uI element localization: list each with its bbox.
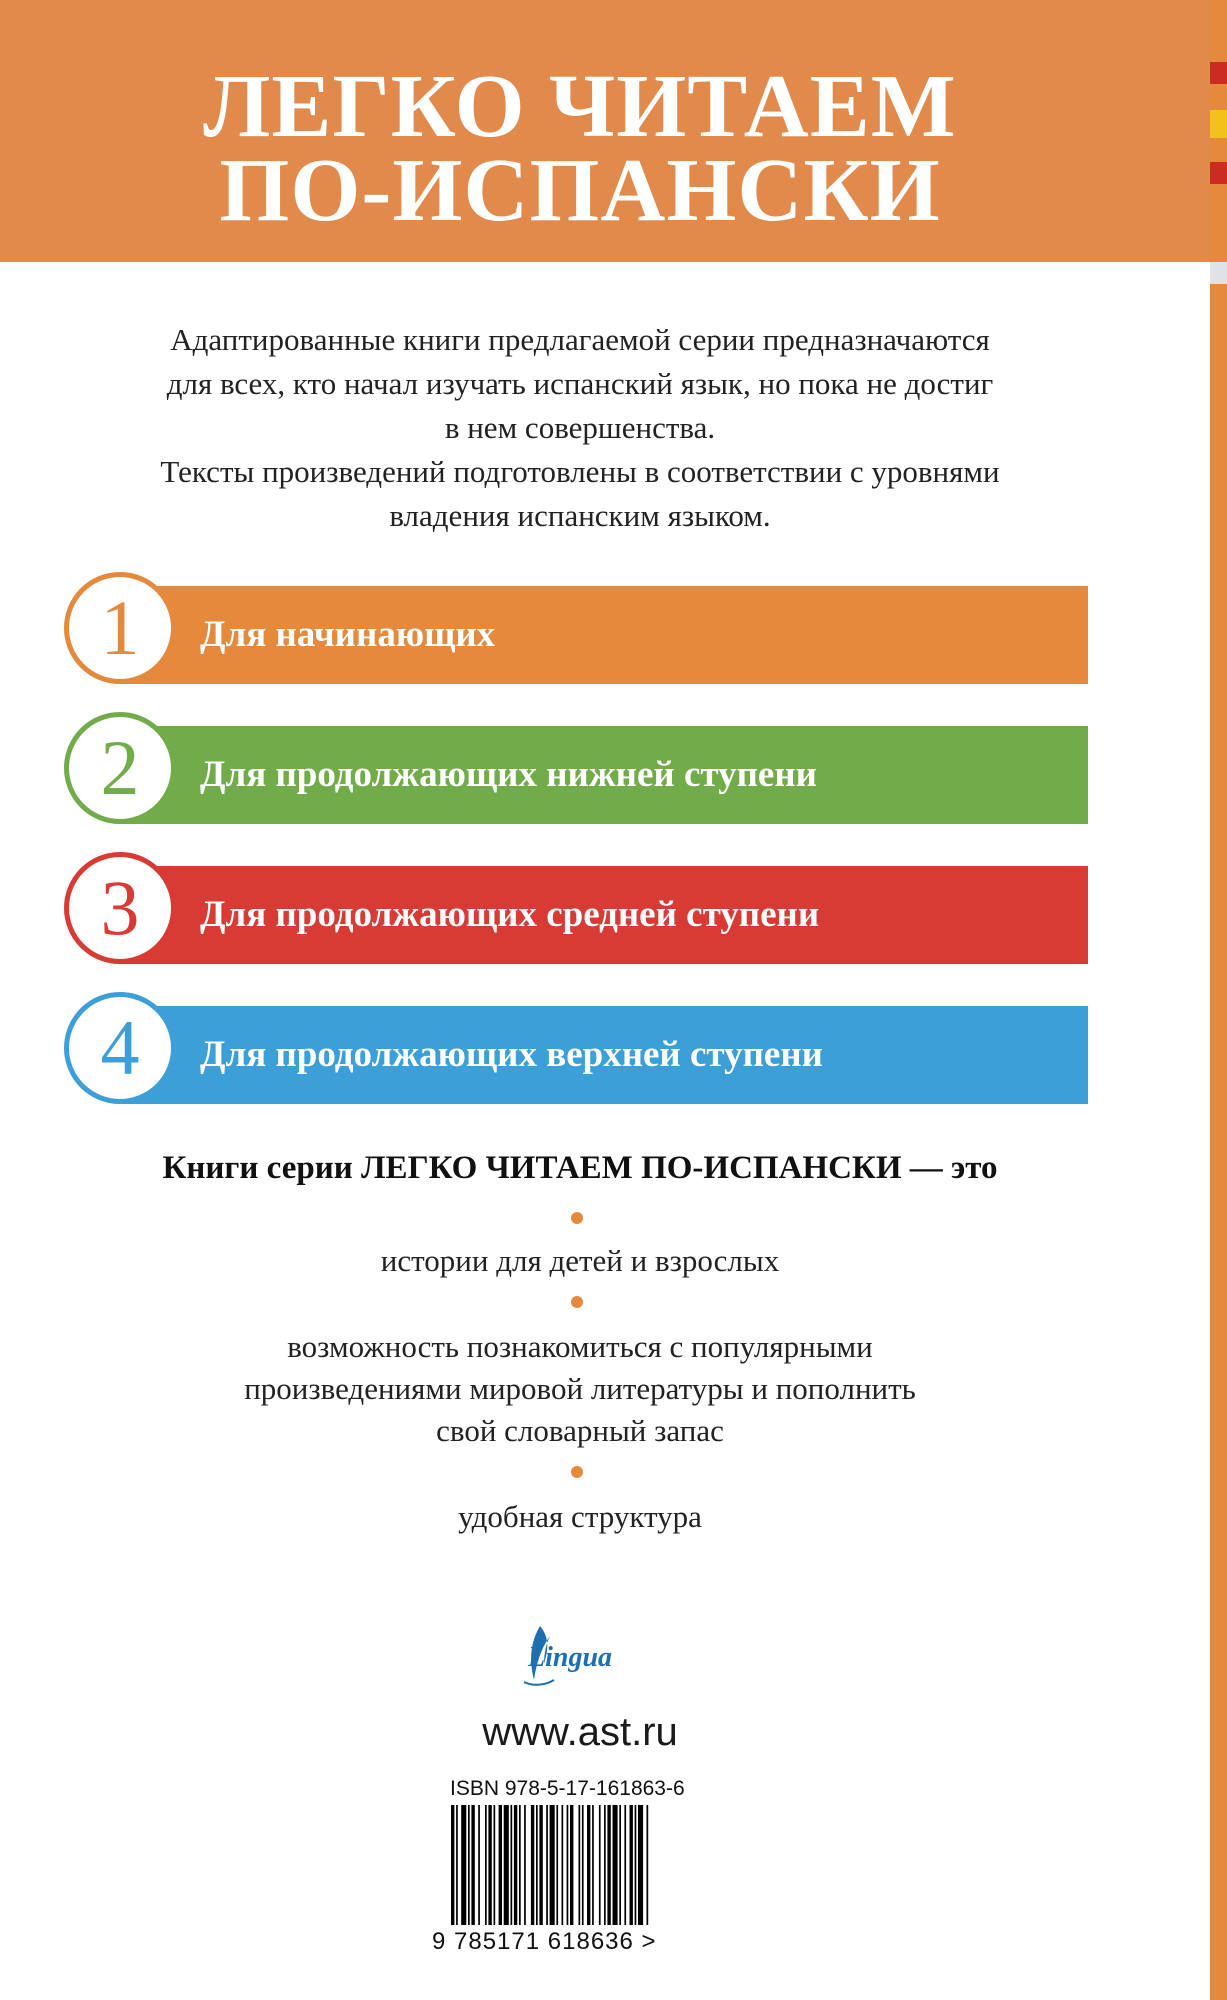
feature-literature-line1: возможность познакомиться с популярными	[287, 1329, 873, 1364]
barcode-digits: 9 785171 618636 >	[432, 1928, 657, 1955]
barcode-bar	[570, 1805, 573, 1925]
isbn-label: ISBN 978-5-17-161863-6	[450, 1777, 685, 1800]
barcode-bar	[499, 1805, 502, 1925]
barcode-bar	[613, 1805, 618, 1925]
intro-line: владения испанским языком.	[389, 498, 771, 533]
spine-yellow-stripe	[1210, 110, 1227, 138]
barcode-bar	[582, 1805, 584, 1925]
level-4-row	[64, 992, 1088, 1104]
barcode-bar	[630, 1805, 633, 1925]
barcode-bar	[647, 1805, 649, 1925]
lingua-logo-text: Lingua	[528, 1642, 613, 1673]
isbn-barcode	[445, 1805, 745, 1925]
feature-structure: удобная структура	[458, 1499, 702, 1534]
level-4-label: Для продолжающих верхней ступени	[200, 1034, 823, 1075]
level-2-label: Для продолжающих нижней ступени	[200, 754, 817, 795]
barcode-bar	[592, 1805, 594, 1925]
barcode-bar	[488, 1805, 491, 1925]
level-1-number: 1	[100, 584, 140, 671]
barcode-bar	[471, 1805, 474, 1925]
level-2-circle	[64, 712, 176, 824]
barcode-bar	[524, 1805, 526, 1925]
barcode-bar	[638, 1805, 643, 1925]
level-1-label: Для начинающих	[200, 614, 496, 655]
barcode-bar	[536, 1805, 538, 1925]
barcode-bar	[587, 1805, 590, 1925]
barcode-bar	[550, 1805, 555, 1925]
level-3-label: Для продолжающих средней ступени	[200, 894, 820, 935]
intro-line: в нем совершенства.	[444, 410, 716, 445]
level-2-number: 2	[100, 724, 140, 811]
level-4-number: 4	[100, 1004, 140, 1091]
barcode-bar	[546, 1805, 548, 1925]
barcode-bar	[579, 1805, 581, 1925]
spine-orange-lower	[1210, 284, 1227, 2000]
barcode-bar	[451, 1805, 454, 1925]
intro-line: Адаптированные книги предлагаемой серии предназначаются	[170, 322, 990, 357]
barcode-bar	[494, 1805, 496, 1925]
spine-red-stripe	[1210, 62, 1227, 84]
barcode-bar	[635, 1805, 637, 1925]
barcode-bar	[511, 1805, 513, 1925]
intro-line: для всех, кто начал изучать испанский язык, но пока не достиг	[166, 366, 994, 401]
barcode-bar	[485, 1805, 487, 1925]
barcode-bar	[461, 1805, 466, 1925]
barcode-bar	[604, 1805, 606, 1925]
barcode-bar	[624, 1805, 626, 1925]
level-3-circle	[64, 852, 176, 964]
intro-text	[50, 318, 1110, 538]
feature-stories: истории для детей и взрослых	[380, 1243, 780, 1278]
level-3-number: 3	[100, 864, 140, 951]
header-banner	[0, 0, 1210, 262]
series-title-line2: ПО-ИСПАНСКИ	[219, 141, 941, 240]
barcode-bar	[456, 1805, 458, 1925]
barcode-bar	[514, 1805, 517, 1925]
level-4-circle	[64, 992, 176, 1104]
level-1-circle	[64, 572, 176, 684]
barcode-bar	[539, 1805, 542, 1925]
barcode-bar	[607, 1805, 610, 1925]
bullet-dot	[571, 1212, 583, 1224]
bullet-dot	[571, 1296, 583, 1308]
barcode-bar	[619, 1805, 621, 1925]
lingua-logo	[510, 1620, 640, 1690]
barcode-bar	[519, 1805, 521, 1925]
feature-literature-line3: свой словарный запас	[436, 1413, 724, 1448]
intro-line: Тексты произведений подготовлены в соответствии с уровнями	[160, 454, 1000, 489]
publisher-website: www.ast.ru	[482, 1710, 678, 1754]
book-spine-edge	[1210, 0, 1227, 2000]
bullet-dot	[571, 1466, 583, 1478]
barcode-bar	[531, 1805, 534, 1925]
barcode-bar	[567, 1805, 569, 1925]
level-3-row	[64, 852, 1088, 964]
barcode-bar	[468, 1805, 470, 1925]
level-1-row	[64, 572, 1088, 684]
series-title-line1: ЛЕГКО ЧИТАЕМ	[203, 57, 957, 156]
series-heading: Книги серии ЛЕГКО ЧИТАЕМ ПО-ИСПАНСКИ — это	[162, 1150, 998, 1186]
feature-literature-line2: произведениями мировой литературы и пополнить	[244, 1371, 916, 1406]
barcode-bar	[599, 1805, 601, 1925]
barcode-bar	[562, 1805, 564, 1925]
level-2-row	[64, 712, 1088, 824]
barcode-bar	[478, 1805, 480, 1925]
spine-red-stripe	[1210, 162, 1227, 184]
barcode-bar	[556, 1805, 558, 1925]
barcode-bar	[504, 1805, 509, 1925]
